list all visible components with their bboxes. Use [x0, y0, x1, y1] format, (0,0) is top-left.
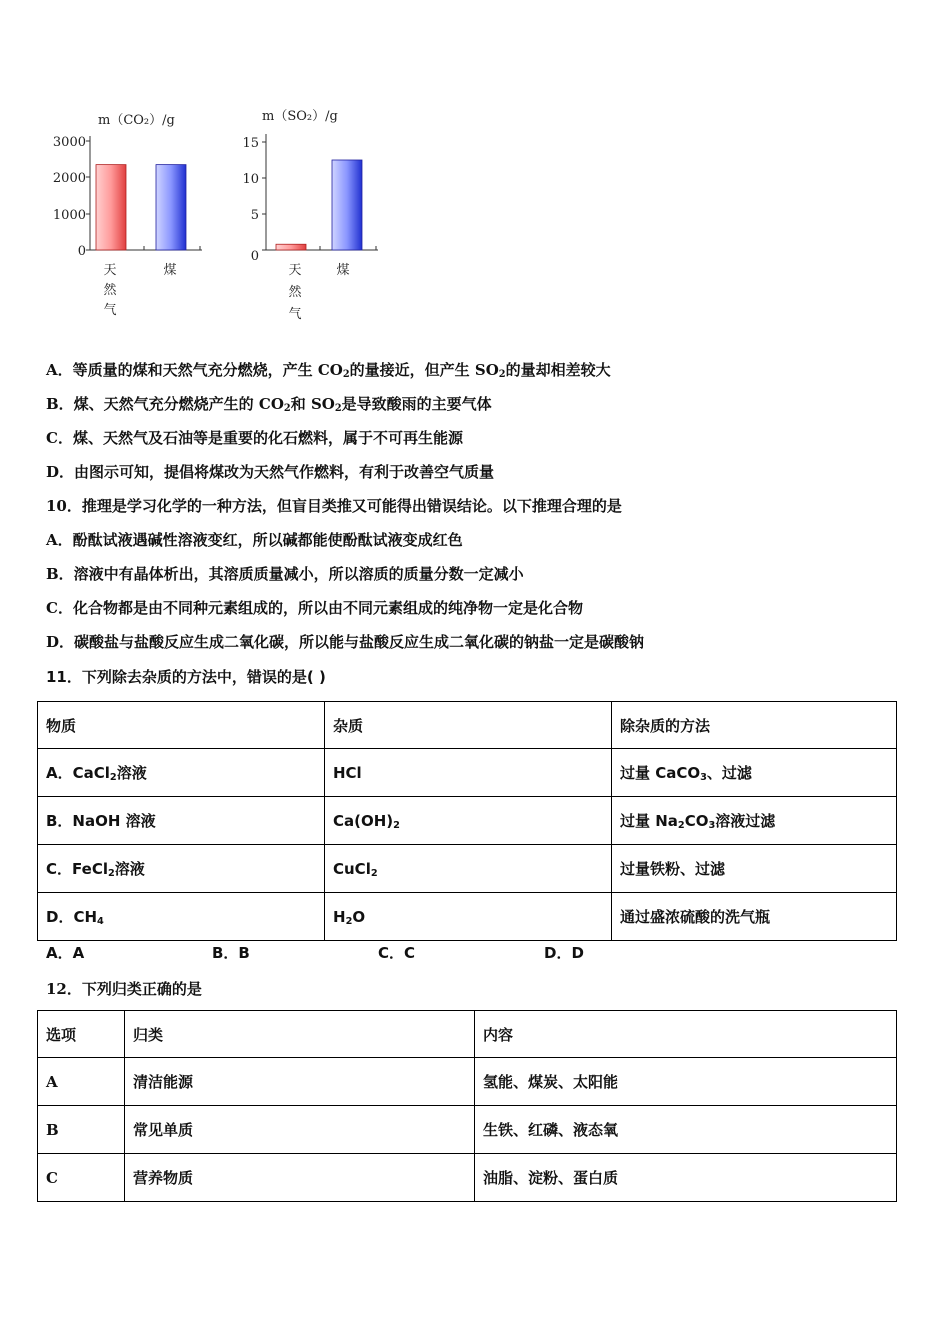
- q11-impurity: HCl: [325, 749, 612, 797]
- q11-choice-a[interactable]: A．A: [46, 944, 85, 962]
- q10-option-b: B．溶液中有晶体析出，其溶质质量减小，所以溶质的质量分数一定减小: [46, 565, 524, 583]
- q11-choice-d[interactable]: D．D: [544, 944, 584, 962]
- co2-ytick: 1000: [52, 208, 86, 223]
- q12-option: B: [38, 1106, 125, 1154]
- table-row: [38, 1106, 897, 1154]
- co2-ytick: 3000: [52, 135, 86, 150]
- co2-cat-label-gas-2: 然: [103, 283, 117, 298]
- q11-method: 过量 $Na_2CO_3$溶液过滤: [612, 797, 897, 845]
- q9-option-a: A．等质量的煤和天然气充分燃烧，产生 $CO_2$的量接近，但产生 $SO_2$的量却相差较大: [46, 361, 611, 380]
- q11-method: 通过盛浓硫酸的洗气瓶: [612, 893, 897, 941]
- q12-option: C: [38, 1154, 125, 1202]
- so2-bar-coal: [332, 160, 362, 250]
- table-row: [38, 845, 897, 893]
- q11-substance: B．NaOH 溶液: [38, 797, 325, 845]
- q10-option-a: A．酚酞试液遇碱性溶液变红，所以碱都能使酚酞试液变成红色: [46, 531, 463, 549]
- co2-ytick: 0: [77, 244, 86, 259]
- q10-option-d: D．碳酸盐与盐酸反应生成二氧化碳，所以能与盐酸反应生成二氧化碳的钠盐一定是碳酸钠: [46, 633, 645, 651]
- co2-bar-coal: [156, 165, 186, 250]
- q11-header: 除杂质的方法: [612, 702, 897, 749]
- q12-content: 油脂、淀粉、蛋白质: [475, 1154, 897, 1202]
- q11-substance: A．CaCl$_2$溶液: [38, 749, 325, 797]
- table-row: [38, 749, 897, 797]
- q11-method: 过量铁粉、过滤: [612, 845, 897, 893]
- so2-ytick: 15: [242, 136, 259, 151]
- q11-options: [46, 943, 584, 963]
- q12-stem: 12．下列归类正确的是: [46, 980, 202, 998]
- q12-content: 氢能、煤炭、太阳能: [475, 1058, 897, 1106]
- co2-cat-label-gas-1: 天: [103, 263, 117, 278]
- table-row: [38, 1154, 897, 1202]
- so2-bar-natural-gas: [276, 244, 306, 250]
- so2-ytick: 0: [250, 249, 259, 264]
- q11-impurity: $H_2O$: [325, 893, 612, 941]
- so2-cat-label-gas-2: 然: [288, 285, 302, 300]
- q12-table: [37, 1010, 897, 1202]
- co2-bar-natural-gas: [96, 165, 126, 250]
- table-row: [38, 797, 897, 845]
- table-row: [38, 1058, 897, 1106]
- so2-ytick: 10: [242, 172, 259, 187]
- so2-chart-title: m（SO₂）/g: [262, 109, 338, 124]
- q11-method: 过量 CaCO$_3$、过滤: [612, 749, 897, 797]
- q11-substance: C．FeCl$_2$溶液: [38, 845, 325, 893]
- q11-stem: 11．下列除去杂质的方法中，错误的是( ): [46, 668, 326, 686]
- co2-chart: [53, 113, 202, 318]
- so2-cat-label-coal: 煤: [336, 263, 350, 278]
- q10-stem: 10．推理是学习化学的一种方法，但盲目类推又可能得出错误结论。以下推理合理的是: [46, 497, 622, 515]
- table-row: [38, 893, 897, 941]
- q10-option-c: C．化合物都是由不同种元素组成的，所以由不同元素组成的纯净物一定是化合物: [46, 599, 583, 617]
- co2-ytick: 2000: [52, 171, 86, 186]
- q9-option-d: D．由图示可知，提倡将煤改为天然气作燃料，有利于改善空气质量: [46, 463, 495, 481]
- co2-cat-label-gas-3: 气: [103, 303, 117, 318]
- q12-header: 选项: [38, 1011, 125, 1058]
- q11-header: 杂质: [325, 702, 612, 749]
- q11-table: [37, 701, 897, 941]
- so2-chart: [242, 109, 378, 322]
- co2-cat-label-coal: 煤: [163, 263, 177, 278]
- so2-cat-label-gas-3: 气: [288, 307, 302, 322]
- q12-option: A: [38, 1058, 125, 1106]
- emission-charts: [40, 100, 400, 332]
- co2-chart-title: m（CO₂）/g: [98, 113, 175, 128]
- q9-option-b: B．煤、天然气充分燃烧产生的 $CO_2$和 $SO_2$是导致酸雨的主要气体: [46, 395, 492, 414]
- q11-choice-c[interactable]: C．C: [378, 944, 416, 962]
- q11-substance: D．$CH_4$: [38, 893, 325, 941]
- q12-category: 营养物质: [125, 1154, 475, 1202]
- q12-category: 常见单质: [125, 1106, 475, 1154]
- q11-header: 物质: [38, 702, 325, 749]
- q12-header: 内容: [475, 1011, 897, 1058]
- q9-option-c: C．煤、天然气及石油等是重要的化石燃料，属于不可再生能源: [46, 429, 463, 447]
- q11-impurity: $Ca(OH)_2$: [325, 797, 612, 845]
- so2-ytick: 5: [250, 208, 259, 223]
- so2-cat-label-gas-1: 天: [288, 263, 302, 278]
- q12-content: 生铁、红磷、液态氧: [475, 1106, 897, 1154]
- q12-header: 归类: [125, 1011, 475, 1058]
- q11-impurity: CuCl$_2$: [325, 845, 612, 893]
- q12-category: 清洁能源: [125, 1058, 475, 1106]
- q11-choice-b[interactable]: B．B: [212, 944, 250, 962]
